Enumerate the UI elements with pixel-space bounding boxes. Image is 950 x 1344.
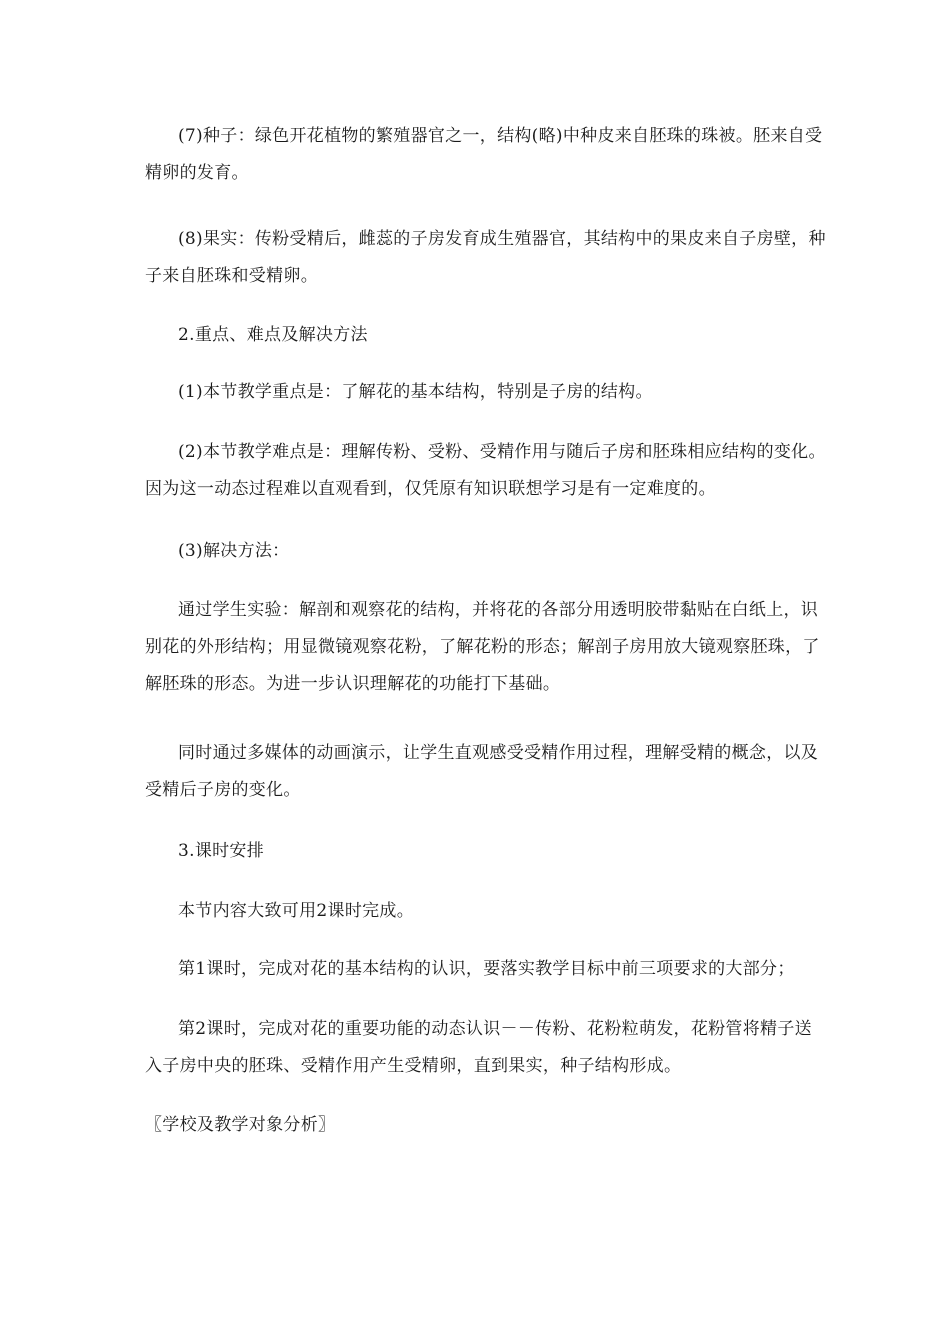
paragraph-line: 精卵的发育。 xyxy=(145,163,249,183)
paragraph-line: 同时通过多媒体的动画演示，让学生直观感受受精作用过程，理解受精的概念，以及 xyxy=(178,743,819,763)
paragraph-fruit xyxy=(145,221,826,295)
paragraph-method-label: (3)解决方法： xyxy=(178,541,290,561)
paragraph-line: 子来自胚珠和受精卵。 xyxy=(145,266,318,286)
paragraph-line: 别花的外形结构；用显微镜观察花粉，了解花粉的形态；解剖子房用放大镜观察胚珠，了 xyxy=(145,637,820,657)
paragraph-multimedia xyxy=(145,735,819,809)
paragraph-line: (8)果实：传粉受精后，雌蕊的子房发育成生殖器官，其结构中的果皮来自子房壁，种 xyxy=(178,229,826,249)
paragraph-line: 第2课时，完成对花的重要功能的动态认识－－传粉、花粉粒萌发，花粉管将精子送 xyxy=(178,1019,812,1039)
paragraph-line: 因为这一动态过程难以直观看到，仅凭原有知识联想学习是有一定难度的。 xyxy=(145,479,716,499)
section-heading-schedule: 3.课时安排 xyxy=(178,841,265,861)
paragraph-lesson-count: 本节内容大致可用2课时完成。 xyxy=(178,901,415,921)
paragraph-lesson-1: 第1课时，完成对花的基本结构的认识，要落实教学目标中前三项要求的大部分； xyxy=(178,959,795,979)
paragraph-line: 入子房中央的胚珠、受精作用产生受精卵，直到果实，种子结构形成。 xyxy=(145,1056,682,1076)
paragraph-line: 通过学生实验：解剖和观察花的结构，并将花的各部分用透明胶带黏贴在白纸上，识 xyxy=(178,600,819,620)
paragraph-seed xyxy=(145,118,823,192)
paragraph-line: 受精后子房的变化。 xyxy=(145,780,301,800)
paragraph-key-point: (1)本节教学重点是：了解花的基本结构，特别是子房的结构。 xyxy=(178,382,653,402)
paragraph-line: (7)种子：绿色开花植物的繁殖器官之一，结构(略)中种皮来自胚珠的珠被。胚来自受 xyxy=(178,126,823,146)
paragraph-line: (2)本节教学难点是：理解传粉、受粉、受精作用与随后子房和胚珠相应结构的变化。 xyxy=(178,442,826,462)
section-heading-school-analysis: 〖学校及教学对象分析〗 xyxy=(145,1115,336,1135)
paragraph-line: 解胚珠的形态。为进一步认识理解花的功能打下基础。 xyxy=(145,674,561,694)
paragraph-experiment xyxy=(145,592,820,703)
paragraph-difficulty xyxy=(145,434,826,508)
paragraph-lesson-2 xyxy=(145,1011,815,1085)
section-heading-key-points: 2.重点、难点及解决方法 xyxy=(178,325,368,345)
